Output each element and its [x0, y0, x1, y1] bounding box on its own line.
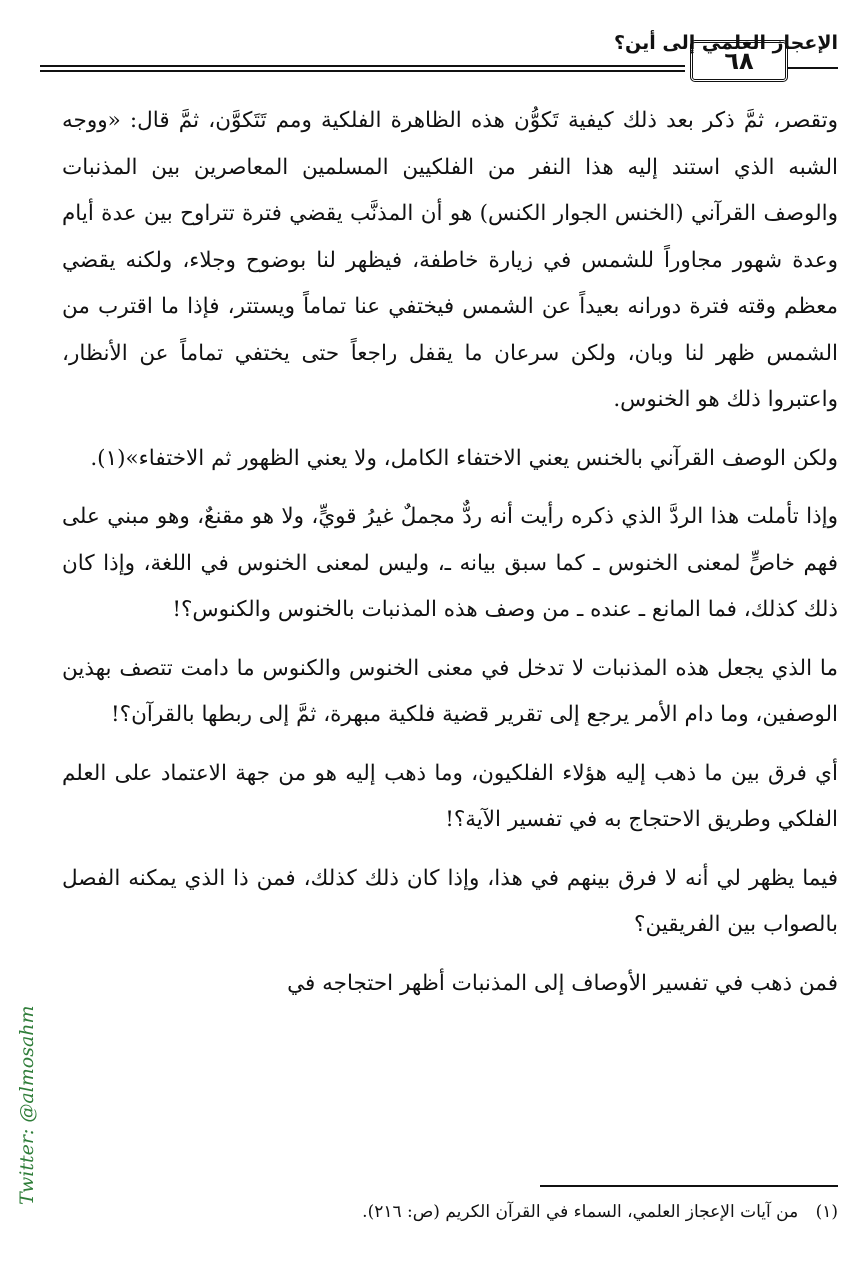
footnote-number: (١): [815, 1202, 838, 1222]
paragraph: فيما يظهر لي أنه لا فرق بينهم في هذا، وإذا كان ذلك كذلك، فمن ذا الذي يمكنه الفصل بالصواب بين الفريقين؟: [62, 865, 838, 937]
page-number: ٦٨: [690, 40, 788, 82]
header-rule: [788, 67, 838, 69]
running-title: الإعجاز العلمي إلى أين؟: [614, 32, 838, 54]
footnote-text: من آيات الإعجاز العلمي، السماء في القرآن الكريم (ص: ٢١٦).: [362, 1202, 799, 1222]
paragraph: وإذا تأملت هذا الردَّ الذي ذكره رأيت أنه ردٌّ مجملٌ غيرُ قويٍّ، ولا هو مقنعٌ، وهو مبني على فهم خاصٍّ لمعنى الخنوس ـ كما سبق بيانه ـ، وليس لمعنى الخنوس في اللغة، وإذا كان ذلك كذلك، فما المانع ـ عنده ـ من وصف هذه المذنبات بالخنوس والكنوس؟!: [62, 504, 838, 622]
paragraph: وتقصر، ثمَّ ذكر بعد ذلك كيفية تَكوُّن هذه الظاهرة الفلكية ومم تَتَكوَّن، ثمَّ قال: «ووجه الشبه الذي استند إليه هذا النفر من الفلكيين المسلمين المعاصرين بين المذنبات والوصف القرآني (الخنس الجوار الكنس) هو أن المذنَّب يقضي فترة تتراوح بين عدة أيام وعدة شهور مجاوراً للشمس في زيارة خاطفة، فيظهر لنا بوضوح وجلاء، ولكنه يقضي معظم وقته فترة دورانه بعيداً عن الشمس فيختفي عنا تماماً ويستتر، فإذا ما اقترب من الشمس ظهر لنا وبان، ولكن سرعان ما يقفل راجعاً حتى يختفي تماماً عن الأنظار، واعتبروا ذلك هو الخنوس.: [62, 108, 838, 412]
footnote: [58, 1202, 838, 1222]
page-body: [62, 98, 838, 1019]
paragraph: ما الذي يجعل هذه المذنبات لا تدخل في معنى الخنوس والكنوس ما دامت تتصف بهذين الوصفين، وما دام الأمر يرجع إلى تقرير قضية فلكية مبهرة، ثمَّ إلى ربطها بالقرآن؟!: [62, 655, 838, 727]
paragraph: أي فرق بين ما ذهب إليه هؤلاء الفلكيون، وما ذهب إليه هو من جهة الاعتماد على العلم الفلكي وطريق الاحتجاج به في تفسير الآية؟!: [62, 760, 838, 832]
paragraph: ولكن الوصف القرآني بالخنس يعني الاختفاء الكامل، ولا يعني الظهور ثم الاختفاء»(١).: [90, 445, 838, 471]
paragraph: فمن ذهب في تفسير الأوصاف إلى المذنبات أظهر احتجاجه في: [287, 970, 838, 996]
watermark: Twitter: @almosahm: [16, 1005, 38, 1205]
page-header: [40, 28, 838, 76]
footnote-rule: [540, 1185, 838, 1187]
header-rule: [40, 70, 685, 72]
header-rule: [40, 65, 685, 67]
